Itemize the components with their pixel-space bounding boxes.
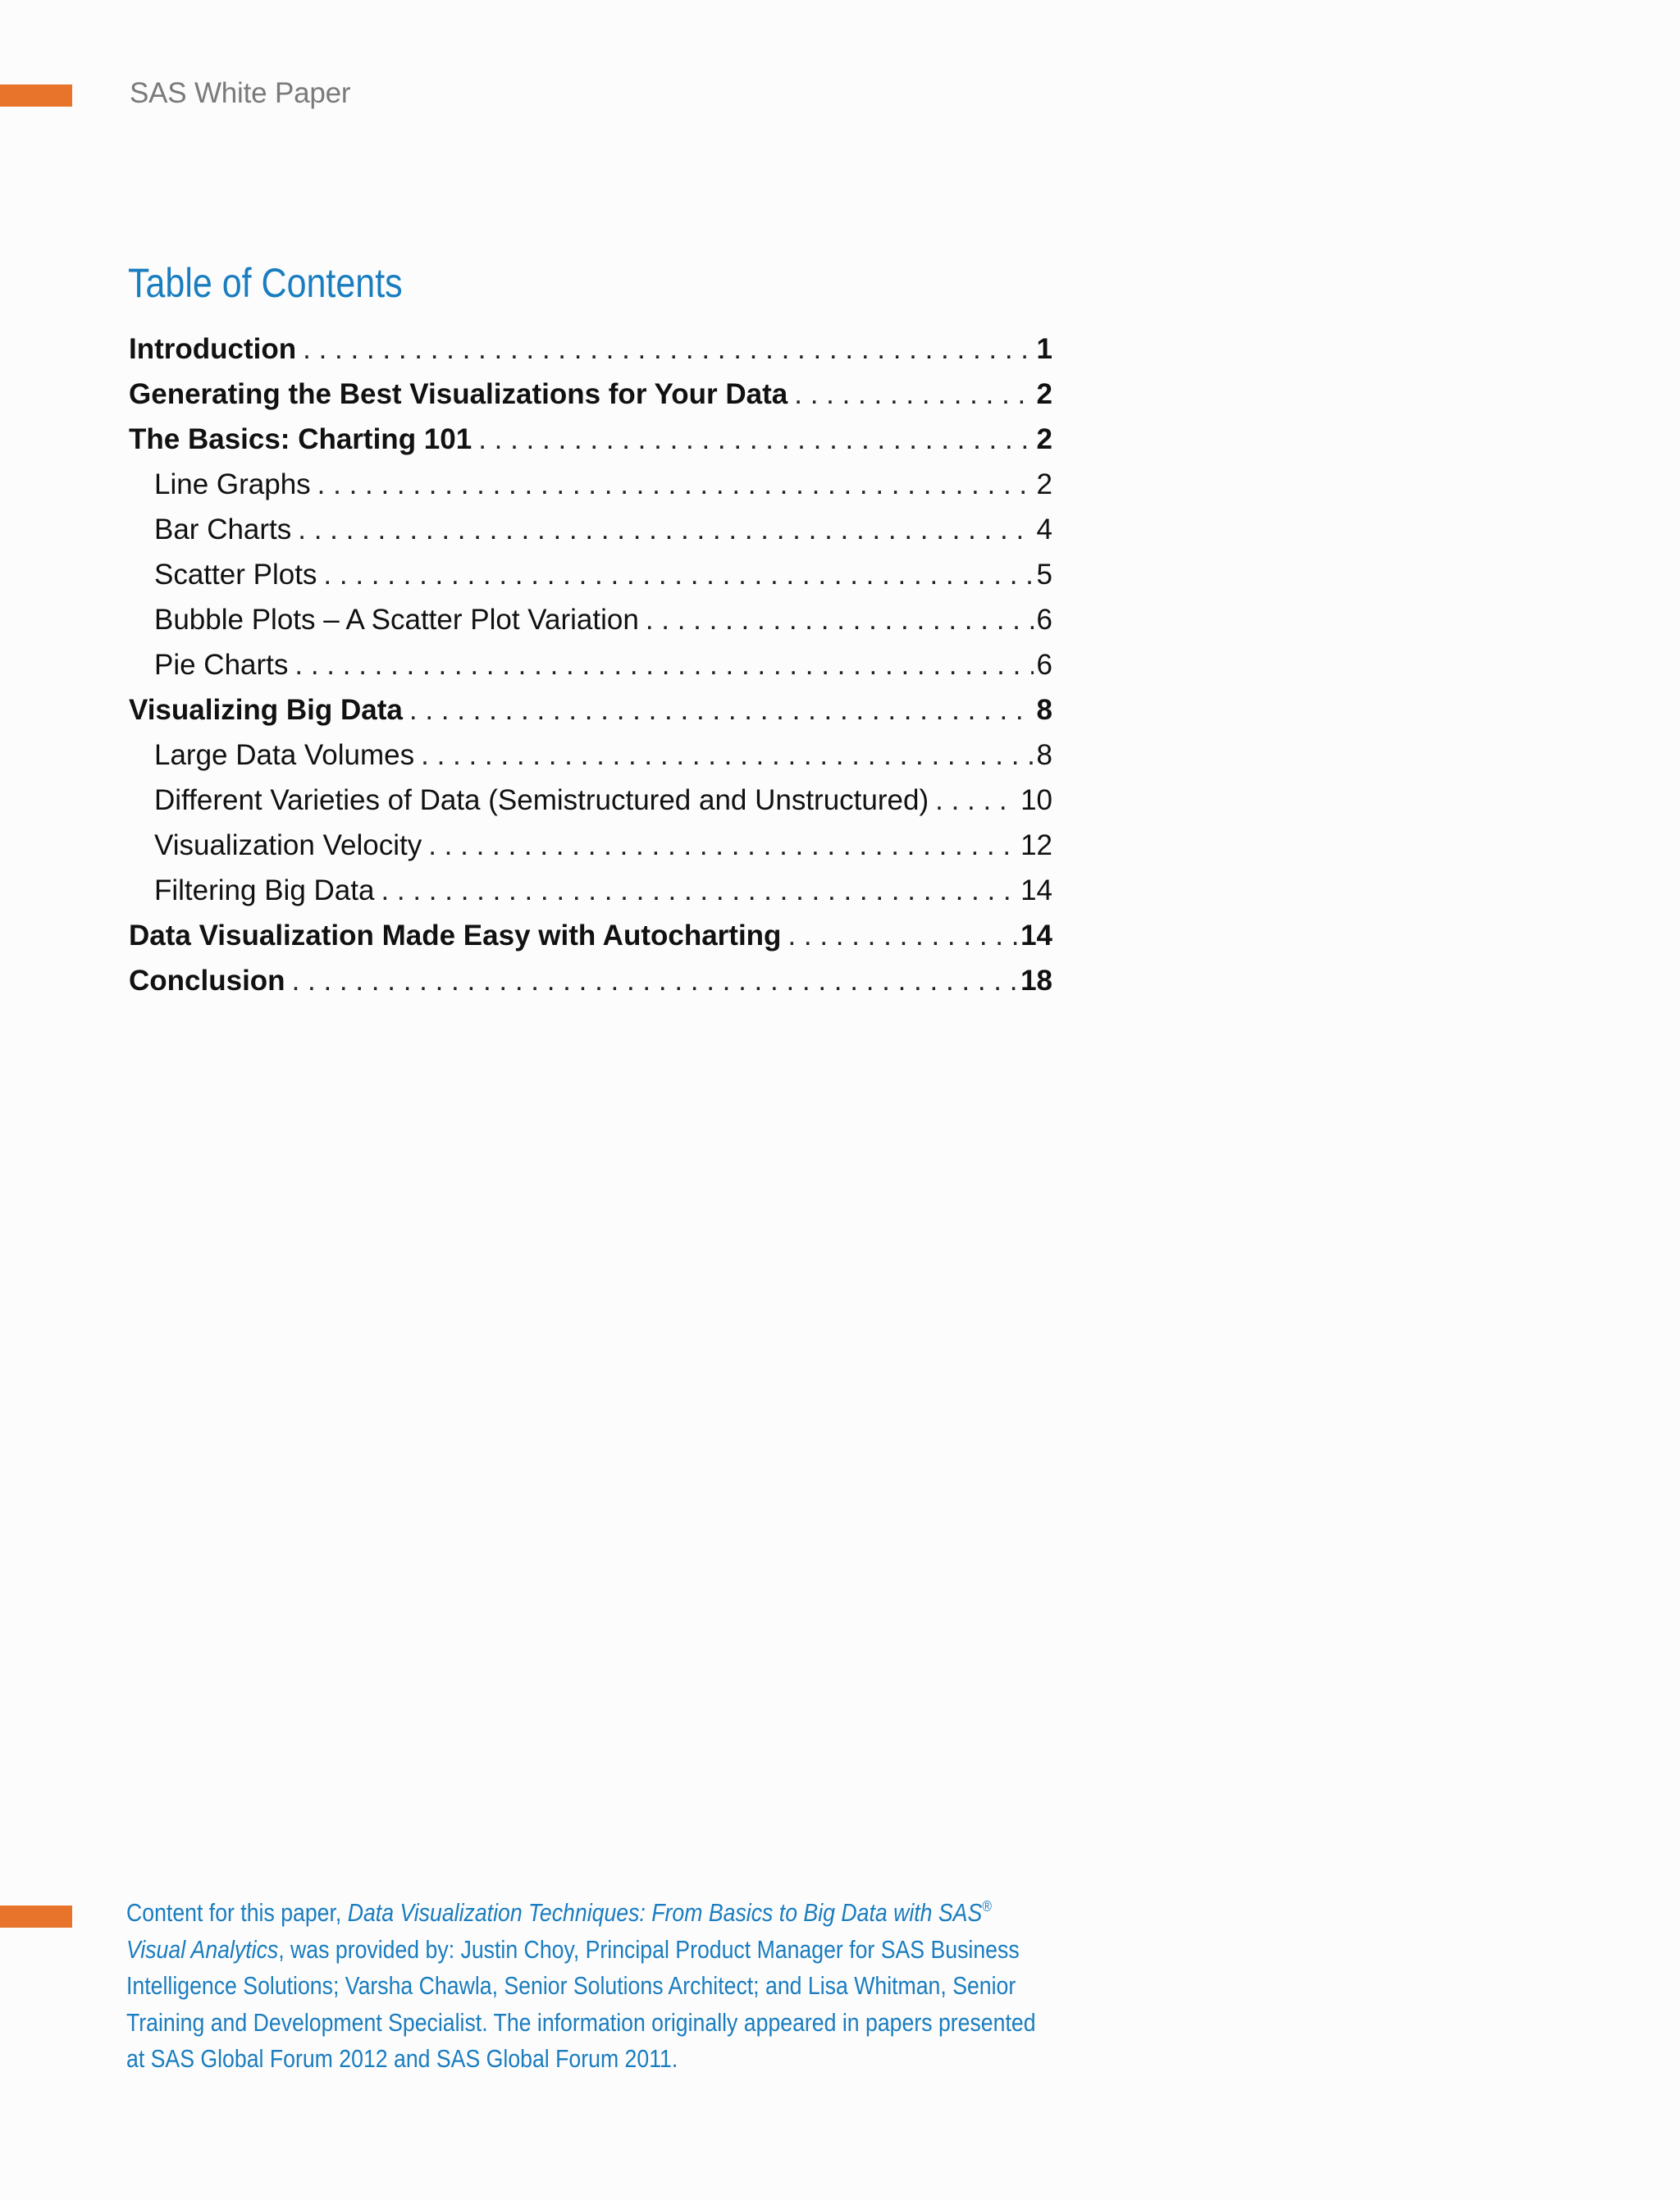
credits-note bbox=[126, 1895, 1045, 2078]
toc-title: Table of Contents bbox=[128, 260, 403, 306]
toc-dot-leader bbox=[298, 507, 1033, 552]
toc-dot-leader bbox=[317, 462, 1034, 507]
toc-entry-page-number: 18 bbox=[1020, 965, 1052, 997]
toc-dot-leader bbox=[794, 372, 1033, 417]
toc-dot-leader bbox=[428, 823, 1017, 868]
toc-entry-label: Pie Charts bbox=[154, 649, 289, 681]
toc-entry-label: Scatter Plots bbox=[154, 559, 317, 591]
toc-entry-label: Conclusion bbox=[129, 965, 285, 997]
toc-dot-leader bbox=[294, 642, 1033, 687]
toc-entry-label: Generating the Best Visualizations for Your Data bbox=[129, 378, 788, 410]
toc-entry-label: Bar Charts bbox=[154, 513, 292, 545]
toc-entry-label: Data Visualization Made Easy with Autocharting bbox=[129, 920, 782, 952]
toc-entry-label: Large Data Volumes bbox=[154, 739, 415, 771]
registered-mark: ® bbox=[982, 1898, 992, 1915]
brand-label: SAS White Paper bbox=[130, 77, 351, 109]
toc-entry[interactable] bbox=[129, 687, 1052, 733]
toc-dot-leader bbox=[478, 417, 1033, 462]
toc-list bbox=[129, 326, 1052, 1003]
toc-entry-page-number: 5 bbox=[1036, 559, 1052, 591]
toc-entry-page-number: 2 bbox=[1036, 378, 1052, 410]
toc-dot-leader bbox=[646, 597, 1034, 642]
toc-entry[interactable] bbox=[129, 778, 1052, 823]
toc-entry-page-number: 1 bbox=[1036, 333, 1052, 365]
toc-dot-leader bbox=[303, 326, 1033, 372]
credits-paper-title: Data Visualization Techniques: From Basics to Big Data with SAS® Visual Analytics bbox=[126, 1898, 992, 1964]
toc-entry[interactable] bbox=[129, 868, 1052, 913]
toc-dot-leader bbox=[409, 687, 1034, 733]
toc-entry-page-number: 6 bbox=[1036, 649, 1052, 681]
toc-entry-label: Filtering Big Data bbox=[154, 874, 375, 906]
toc-entry[interactable] bbox=[129, 462, 1052, 507]
toc-entry[interactable] bbox=[129, 552, 1052, 597]
toc-entry-label: Introduction bbox=[129, 333, 297, 365]
credits-body: , was provided by: Justin Choy, Principal Product Manager for SAS Business Intelligence Solutions; Varsha Chawla, Senior Solutions Architect; and Lisa Whitman, Senior Training and Development Specialist. The information originally appeared in papers presented at SAS Global Forum 2012 and SAS Global Forum 2011. bbox=[126, 1934, 1036, 2073]
toc-dot-leader bbox=[421, 733, 1033, 778]
toc-entry[interactable] bbox=[129, 507, 1052, 552]
toc-entry-page-number: 12 bbox=[1020, 829, 1052, 861]
toc-entry-page-number: 6 bbox=[1036, 604, 1052, 636]
toc-entry[interactable] bbox=[129, 913, 1052, 958]
toc-entry-page-number: 14 bbox=[1020, 874, 1052, 906]
toc-entry-page-number: 2 bbox=[1036, 423, 1052, 455]
toc-entry[interactable] bbox=[129, 326, 1052, 372]
toc-entry[interactable] bbox=[129, 958, 1052, 1003]
toc-entry[interactable] bbox=[129, 372, 1052, 417]
toc-entry[interactable] bbox=[129, 642, 1052, 687]
toc-entry[interactable] bbox=[129, 417, 1052, 462]
toc-entry-page-number: 8 bbox=[1036, 739, 1052, 771]
toc-dot-leader bbox=[323, 552, 1033, 597]
toc-entry[interactable] bbox=[129, 597, 1052, 642]
toc-entry[interactable] bbox=[129, 823, 1052, 868]
toc-entry-label: Different Varieties of Data (Semistructured and Unstructured) bbox=[154, 784, 929, 816]
toc-entry-page-number: 14 bbox=[1020, 920, 1052, 952]
toc-entry-label: Visualizing Big Data bbox=[129, 694, 403, 726]
toc-entry-page-number: 10 bbox=[1020, 784, 1052, 816]
toc-entry-label: Line Graphs bbox=[154, 468, 311, 500]
toc-dot-leader bbox=[292, 958, 1018, 1003]
toc-entry-page-number: 2 bbox=[1036, 468, 1052, 500]
header-accent-bar bbox=[0, 84, 72, 107]
toc-dot-leader bbox=[935, 778, 1017, 823]
toc-entry-label: Visualization Velocity bbox=[154, 829, 422, 861]
toc-entry-label: The Basics: Charting 101 bbox=[129, 423, 472, 455]
toc-dot-leader bbox=[381, 868, 1017, 913]
toc-dot-leader bbox=[788, 913, 1017, 958]
footer-accent-bar bbox=[0, 1906, 72, 1928]
toc-entry-page-number: 8 bbox=[1036, 694, 1052, 726]
toc-entry-page-number: 4 bbox=[1036, 513, 1052, 545]
toc-entry-label: Bubble Plots – A Scatter Plot Variation bbox=[154, 604, 639, 636]
credits-prefix: Content for this paper, bbox=[126, 1898, 348, 1927]
toc-entry[interactable] bbox=[129, 733, 1052, 778]
